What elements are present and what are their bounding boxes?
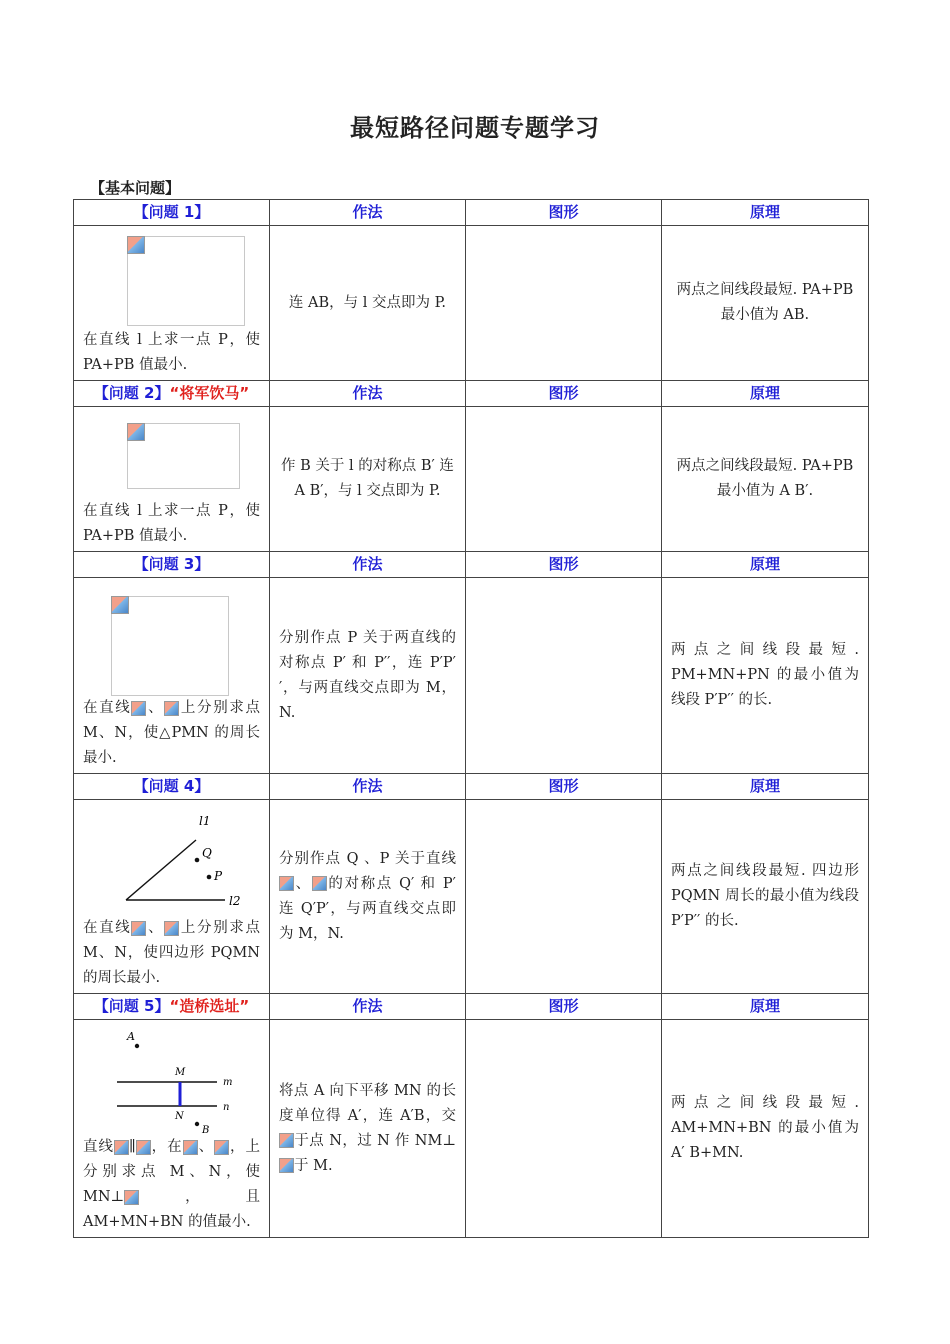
problem-5-method: 将点 A 向下平移 MN 的长度单位得 A′，连 A′B，交于点 N，过 N 作 NM⊥于 M.: [269, 1020, 465, 1238]
line-l2-icon: [312, 876, 327, 891]
problem-4-question: l1 l2 Q P 在直线 、 上分别求点 M、N，使四边形 PQMN 的周长最小.: [74, 800, 270, 994]
problem-2-header-row: [74, 381, 869, 407]
problem-1-figure: [465, 226, 661, 381]
line-m-icon: [124, 1190, 139, 1205]
problem-1-principle: 两点之间线段最短. PA+PB 最小值为 AB.: [661, 226, 868, 381]
problem-2-question: 在直线 l 上求一点 P，使 PA+PB 值最小.: [74, 407, 270, 552]
problem-2-figure: [465, 407, 661, 552]
line-m-icon: [279, 1158, 294, 1173]
line-n-icon: [214, 1140, 229, 1155]
problem-1-label: 【问题 1】: [74, 200, 270, 226]
problem-5-principle: 两点之间线段最短. AM+MN+BN 的最小值为 A′ B+MN.: [661, 1020, 868, 1238]
line-m-icon: [183, 1140, 198, 1155]
header-method: 作法: [269, 774, 465, 800]
problem-3-image: [111, 596, 229, 696]
problem-3-label: 【问题 3】: [74, 552, 270, 578]
line-n-icon: [279, 1133, 294, 1148]
problem-1-question: 在直线 l 上求一点 P，使 PA+PB 值最小.: [74, 226, 270, 381]
problem-5-row: [74, 1020, 869, 1238]
label-n: N: [175, 1111, 184, 1122]
section-heading: 【基本问题】: [90, 179, 181, 197]
line-l1-icon: [131, 701, 146, 716]
problem-1-header-row: [74, 200, 869, 226]
point-b: [195, 1122, 199, 1126]
problem-4-label: 【问题 4】: [74, 774, 270, 800]
header-method: 作法: [269, 552, 465, 578]
angle-diagram: [105, 814, 255, 912]
header-figure: 图形: [465, 552, 661, 578]
point-a: [135, 1044, 139, 1048]
image-placeholder-icon: [111, 596, 129, 614]
header-principle: 原理: [661, 552, 868, 578]
problems-table: [73, 199, 869, 1238]
header-principle: 原理: [661, 200, 868, 226]
image-placeholder-icon: [127, 236, 145, 254]
problem-5-question: A M m n N B 直线 ∥ ，在 、 ，上分别求点 M、N，使 MN⊥ ，且 AM+MN+BN 的值最小.: [74, 1020, 270, 1238]
problem-4-row: [74, 800, 869, 994]
line-l1-icon: [131, 921, 146, 936]
header-method: 作法: [269, 200, 465, 226]
problem-2-principle: 两点之间线段最短. PA+PB 最小值为 A B′.: [661, 407, 868, 552]
header-figure: 图形: [465, 994, 661, 1020]
page-title: 最短路径问题专题学习: [350, 114, 600, 142]
bridge-diagram: [99, 1029, 259, 1133]
image-placeholder-icon: [127, 423, 145, 441]
header-principle: 原理: [661, 774, 868, 800]
line-l1-icon: [279, 876, 294, 891]
problem-3-question: 在直线 、 上分别求点 M、N，使△PMN 的周长最小.: [74, 578, 270, 774]
problem-3-method: 分别作点 P 关于两直线的对称点 P′ 和 P′′，连 P′P′′，与两直线交点即为 M，N.: [269, 578, 465, 774]
header-figure: 图形: [465, 774, 661, 800]
problem-3-row: [74, 578, 869, 774]
label-line-n: n: [223, 1102, 230, 1113]
problem-5-figure: [465, 1020, 661, 1238]
problem-2-image: [127, 423, 240, 489]
line-n-icon: [136, 1140, 151, 1155]
problem-4-figure: [465, 800, 661, 994]
problem-1-method: 连 AB，与 l 交点即为 P.: [269, 226, 465, 381]
problem-4-method: 分别作点 Q 、P 关于直线、 的对称点 Q′ 和 P′ 连 Q′P′，与两直线交点即为 M，N.: [269, 800, 465, 994]
label-m: M: [175, 1067, 186, 1078]
label-a: A: [127, 1030, 135, 1043]
line-m-icon: [114, 1140, 129, 1155]
problem-4-header-row: [74, 774, 869, 800]
line-l2-icon: [164, 701, 179, 716]
header-figure: 图形: [465, 200, 661, 226]
point-q: [195, 858, 200, 863]
header-figure: 图形: [465, 381, 661, 407]
label-line-m: m: [223, 1077, 233, 1088]
problem-1-image: [127, 236, 245, 326]
header-principle: 原理: [661, 994, 868, 1020]
problem-3-principle: 两点之间线段最短. PM+MN+PN 的最小值为线段 P′P′′ 的长.: [661, 578, 868, 774]
label-p: P: [214, 869, 223, 883]
label-q: Q: [202, 846, 212, 860]
problem-3-header-row: [74, 552, 869, 578]
line-l2-icon: [164, 921, 179, 936]
problem-4-principle: 两点之间线段最短. 四边形 PQMN 周长的最小值为线段 P′P′′ 的长.: [661, 800, 868, 994]
line-l1: [126, 840, 196, 900]
problem-5-header-row: [74, 994, 869, 1020]
label-b: B: [202, 1125, 210, 1133]
label-l2: l2: [229, 894, 241, 908]
problem-2-label: 【问题 2】“将军饮马”: [74, 381, 270, 407]
header-method: 作法: [269, 381, 465, 407]
problem-3-figure: [465, 578, 661, 774]
problem-1-row: [74, 226, 869, 381]
problem-2-row: [74, 407, 869, 552]
problem-2-method: 作 B 关于 l 的对称点 B′ 连 A B′，与 l 交点即为 P.: [269, 407, 465, 552]
header-method: 作法: [269, 994, 465, 1020]
label-l1: l1: [199, 814, 211, 828]
problem-5-label: 【问题 5】“造桥选址”: [74, 994, 270, 1020]
header-principle: 原理: [661, 381, 868, 407]
point-p: [207, 875, 212, 880]
